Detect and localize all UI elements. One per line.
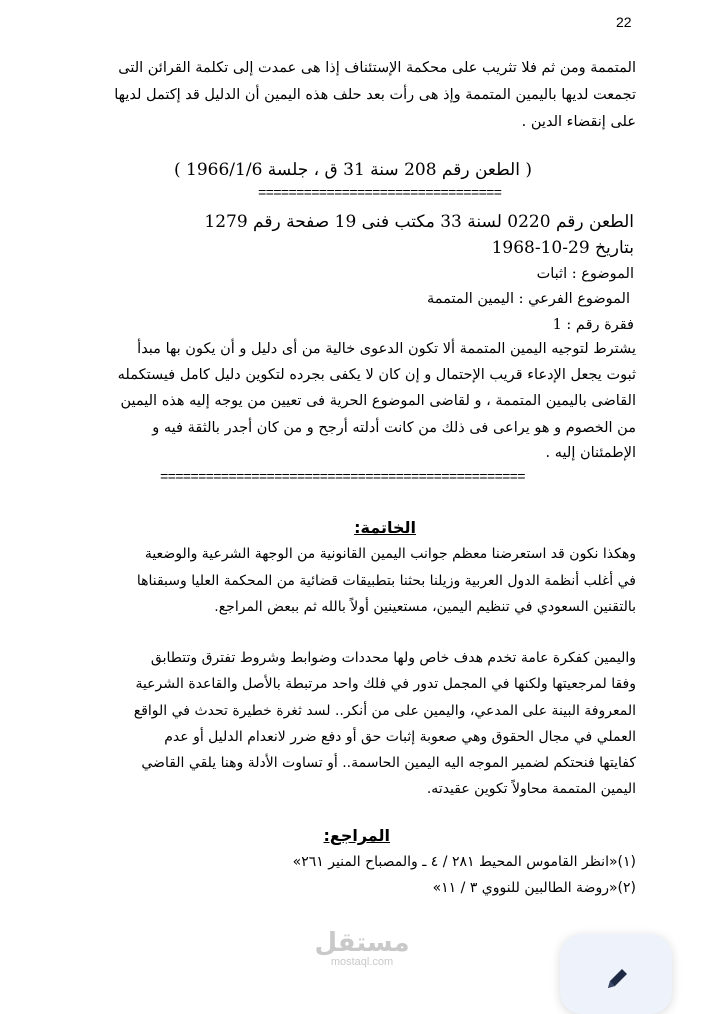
ruling-line-4: من الخصوم و هو يراعى فى ذلك من كانت أدلته أرجح و من كان أجدر بالثقة فيه و	[152, 420, 636, 436]
references-heading: المراجع:	[323, 826, 390, 845]
citation: ( الطعن رقم 208 سنة 31 ق ، جلسة 1966/1/6 )	[174, 160, 532, 180]
case-sub-subject: الموضوع الفرعي : اليمين المتممة	[427, 291, 630, 307]
ruling-line-5: الإطمئنان إليه .	[545, 445, 636, 461]
reference-item: (١)«انظر القاموس المحيط ٢٨١ / ٤ ـ والمصباح المنير ٢٦١»	[292, 854, 636, 870]
case-paragraph-no: فقرة رقم : 1	[552, 317, 634, 333]
separator-short: ================================	[258, 186, 502, 202]
conclusion-p1-line-2: في أغلب أنظمة الدول العربية وزيلنا بحثنا بتطبيقات قضائية من المحكمة العليا وسبقناها	[136, 573, 636, 589]
intro-line-3: على إنقضاء الدين .	[521, 114, 636, 130]
case-date: بتاريخ 29-10-1968	[491, 238, 634, 258]
intro-line-1: المتممة ومن ثم فلا تثريب على محكمة الإستئناف إذا هى عمدت إلى تكلمة القرائن التى	[118, 60, 636, 76]
conclusion-p2-line-2: وفقا لمرجعيتها ولكنها في المجمل تدور في فلك واحد مرتبطة بالأصل والقاعدة الشرعية	[135, 676, 636, 692]
watermark-arabic: مستقل	[314, 927, 410, 957]
ruling-line-2: ثبوت يجعل الإدعاء قريب الإحتمال و إن كان لا يكفى بجرده لتكوين دليل كامل فيستكمله	[117, 367, 636, 383]
conclusion-p2-line-3: المعروفة البينة على المدعي، واليمين على من أنكر.. لسد ثغرة خطيرة تحدث في الواقع	[133, 703, 636, 719]
conclusion-p2-line-1: واليمين كفكرة عامة تخدم هدف خاص ولها محددات وضوابط وشروط تفترق وتتطابق	[150, 650, 636, 666]
mostaql-watermark	[312, 928, 412, 968]
intro-line-2: تجمعت لديها باليمين المتممة وإذ هى رأت بعد حلف هذه اليمين أن الدليل قد إكتمل لديها	[114, 87, 636, 103]
conclusion-p2-line-5: كفايتها فنحتكم لضمير الموجه اليه اليمين الحاسمة.. أو تساوت الأدلة وهنا يلقي القاضي	[141, 755, 636, 771]
edit-fab-button[interactable]	[560, 934, 672, 1014]
case-line: الطعن رقم 0220 لسنة 33 مكتب فنى 19 صفحة رقم 1279	[204, 212, 634, 232]
separator-long: ================================================	[160, 470, 525, 486]
conclusion-p2-line-6: اليمين المتممة محاولاً تكوين عقيدته.	[426, 781, 636, 797]
reference-item: (٢)«روضة الطالبين للنووي ٣ / ١١»	[432, 880, 636, 896]
conclusion-p1-line-1: وهكذا نكون قد استعرضنا معظم جوانب اليمين القانونية من الوجهة الشرعية والوضعية	[144, 546, 636, 562]
conclusion-p1-line-3: بالتقنين السعودي في تنظيم اليمين، مستعينين أولاً بالله ثم ببعض المراجع.	[214, 599, 636, 615]
conclusion-p2-line-4: العملي في مجال الحقوق وهي صعوبة إثبات حق أو دفع ضرر لانعدام الدليل أو عدم	[164, 729, 636, 745]
ruling-line-3: القاضى باليمين المتممة ، و لقاضى الموضوع الحرية فى تعيين من يوجه إليه هذه اليمين	[120, 393, 636, 409]
ruling-line-1: يشترط لتوجيه اليمين المتممة ألا تكون الدعوى خالية من أى دليل و أن يكون بها مبدأ	[137, 341, 636, 357]
pencil-icon	[602, 964, 632, 994]
case-subject: الموضوع : اثبات	[536, 266, 634, 282]
page-number: 22	[616, 14, 632, 30]
conclusion-heading: الخاتمة:	[354, 518, 416, 537]
watermark-latin: mostaql.com	[330, 956, 394, 968]
